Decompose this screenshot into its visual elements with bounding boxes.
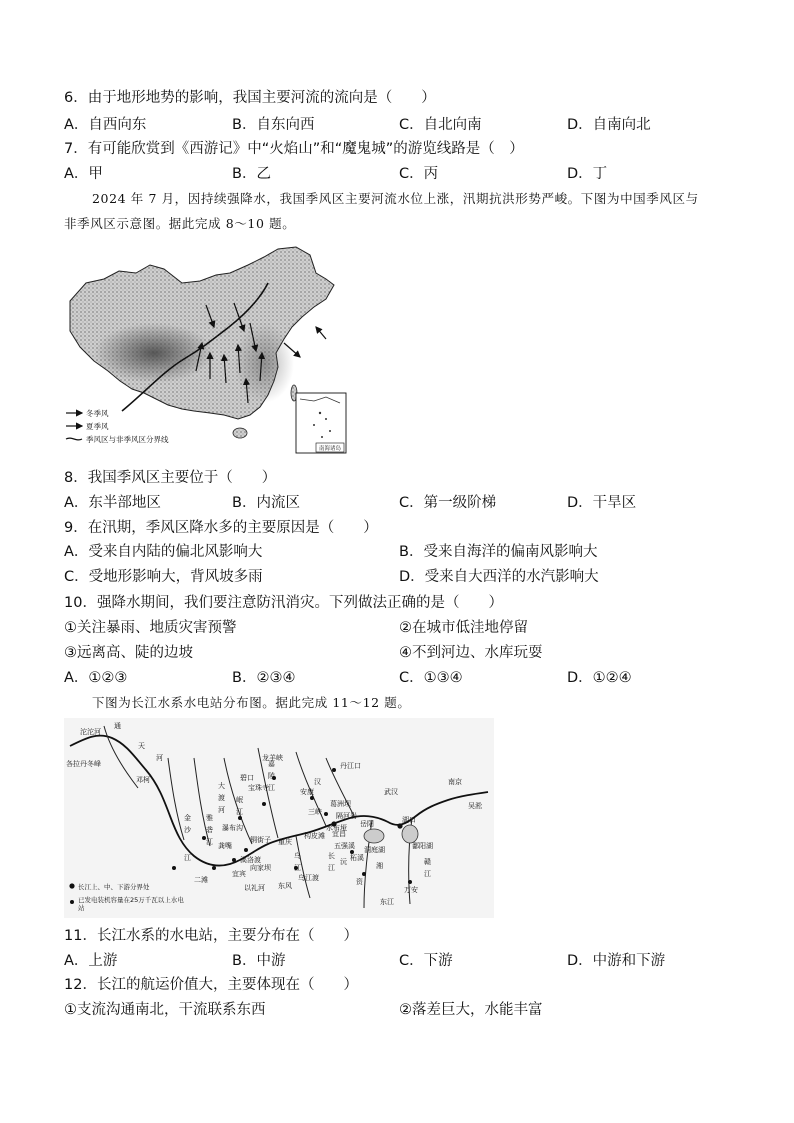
- legend-boundary: 季风区与非季风区分界线: [86, 435, 169, 444]
- svg-text:瀑布沟: 瀑布沟: [222, 824, 243, 832]
- label-dengke: 邓柯: [136, 776, 150, 784]
- svg-text:汉: 汉: [314, 778, 321, 786]
- label-nanjing: 南京: [448, 778, 462, 786]
- svg-text:陵: 陵: [268, 772, 275, 780]
- svg-text:东江: 东江: [380, 898, 394, 906]
- map1-legend: [66, 408, 169, 444]
- q8-option-b[interactable]: B．内流区: [232, 495, 300, 511]
- q12-item-2: ②落差巨大，水能丰富: [399, 1002, 543, 1018]
- svg-text:湘: 湘: [376, 862, 383, 870]
- svg-text:通: 通: [114, 722, 121, 730]
- label-geladandong: 各拉丹冬峰: [66, 760, 101, 768]
- legend-winter-monsoon: 冬季风: [86, 409, 109, 418]
- svg-text:沙: 沙: [184, 826, 191, 834]
- svg-text:江: 江: [328, 864, 335, 872]
- dongting-lake: [364, 829, 384, 843]
- q8-option-a[interactable]: A．东半部地区: [64, 495, 161, 511]
- intro-8-10-line2: 非季风区示意图。据此完成 8～10 题。: [64, 216, 296, 231]
- svg-text:向家坝: 向家坝: [250, 864, 271, 872]
- svg-text:乌江渡: 乌江渡: [298, 874, 319, 882]
- label-wan-an: 万安: [404, 886, 418, 894]
- svg-text:金: 金: [184, 814, 191, 822]
- svg-text:五强溪: 五强溪: [334, 842, 355, 850]
- q10-item-1: ①关注暴雨、地质灾害预警: [64, 620, 237, 636]
- legend-boundary-point: 长江上、中、下游分界处: [78, 883, 150, 891]
- q11-option-b[interactable]: B．中游: [232, 953, 286, 969]
- q11-option-d[interactable]: D．中游和下游: [567, 953, 666, 969]
- q7-option-a[interactable]: A．甲: [64, 166, 103, 182]
- q10-option-b[interactable]: B．②③④: [232, 670, 296, 686]
- svg-text:江: 江: [268, 784, 275, 792]
- label-yueyang: 岳阳: [360, 820, 374, 828]
- svg-text:河: 河: [218, 806, 225, 814]
- hainan-island: [233, 428, 247, 438]
- svg-text:溪洛渡: 溪洛渡: [240, 856, 261, 864]
- svg-text:隔河岩: 隔河岩: [336, 812, 357, 820]
- svg-text:葛洲坝: 葛洲坝: [330, 800, 351, 808]
- q6-option-a[interactable]: A．自西向东: [64, 117, 147, 133]
- svg-text:赣: 赣: [424, 858, 431, 866]
- q7-option-b[interactable]: B．乙: [232, 166, 271, 182]
- svg-text:东风: 东风: [278, 882, 292, 890]
- yangtze-hydropower-map: [64, 718, 494, 918]
- q10-item-4: ④不到河边、水库玩耍: [399, 645, 543, 661]
- label-chongqing: 重庆: [278, 838, 292, 846]
- q8-option-d[interactable]: D．干旱区: [567, 495, 637, 511]
- q6-option-c[interactable]: C．自北向南: [399, 117, 482, 133]
- label-wusong: 吴淞: [468, 802, 482, 810]
- q6-option-d[interactable]: D．自南向北: [567, 117, 651, 133]
- svg-text:水布垭: 水布垭: [326, 824, 347, 832]
- question-6-stem: 6．由于地形地势的影响，我国主要河流的流向是（ ）: [64, 90, 436, 106]
- svg-text:江: 江: [184, 854, 191, 862]
- svg-text:江: 江: [206, 838, 213, 846]
- svg-text:龙羊峡: 龙羊峡: [262, 754, 283, 762]
- question-8-stem: 8．我国季风区主要位于（ ）: [64, 470, 277, 486]
- label-hukou: 湖口: [402, 816, 416, 824]
- south-china-sea-inset: [296, 393, 346, 453]
- svg-text:渡: 渡: [218, 794, 225, 802]
- legend-summer-monsoon: 夏季风: [86, 422, 109, 431]
- q9-option-d[interactable]: D．受来自大西洋的水汽影响大: [399, 569, 599, 585]
- q7-option-c[interactable]: C．丙: [399, 166, 439, 182]
- q9-option-c[interactable]: C．受地形影响大，背风坡多雨: [64, 569, 263, 585]
- svg-text:二滩: 二滩: [194, 876, 208, 884]
- q11-option-c[interactable]: C．下游: [399, 953, 453, 969]
- q7-option-d[interactable]: D．丁: [567, 166, 608, 182]
- q6-option-b[interactable]: B．自东向西: [232, 117, 315, 133]
- q9-option-a[interactable]: A．受来自内陆的偏北风影响大: [64, 544, 263, 560]
- intro-11-12: 下图为长江水系水电站分布图。据此完成 11～12 题。: [92, 695, 411, 710]
- q10-item-2: ②在城市低洼地停留: [399, 620, 528, 636]
- svg-text:铜街子: 铜街子: [250, 836, 271, 844]
- poyang-lake: [402, 825, 418, 843]
- intro-8-10-line1: 2024 年 7 月，因持续强降水，我国季风区主要河流水位上涨，汛期抗洪形势严峻。下图为中国季风区与: [92, 191, 699, 206]
- svg-text:龚嘴: 龚嘴: [218, 842, 232, 850]
- svg-text:以礼河: 以礼河: [244, 884, 265, 892]
- label-wuhan: 武汉: [384, 788, 398, 796]
- q10-item-3: ③远离高、陡的边坡: [64, 645, 193, 661]
- q10-option-d[interactable]: D．①②④: [567, 670, 632, 686]
- china-monsoon-map: [64, 243, 350, 455]
- svg-text:江: 江: [424, 870, 431, 878]
- svg-text:天: 天: [138, 742, 145, 750]
- svg-text:雅: 雅: [206, 814, 213, 822]
- question-12-stem: 12．长江的航运价值大，主要体现在（ ）: [64, 977, 358, 993]
- label-dongting-lake: 洞庭湖: [364, 846, 385, 854]
- svg-text:沅: 沅: [340, 858, 347, 866]
- question-9-stem: 9．在汛期，季风区降水多的主要原因是（ ）: [64, 520, 378, 536]
- q12-item-1: ①支流沟通南北，干流联系东西: [64, 1002, 266, 1018]
- svg-text:江: 江: [236, 808, 243, 816]
- legend-hydropower-station: 已发电装机容量在25万千瓦以上水电站: [78, 896, 184, 912]
- label-danjiangkou: 丹江口: [340, 762, 361, 770]
- svg-text:砻: 砻: [206, 826, 213, 834]
- question-7-stem: 7．有可能欣赏到《西游记》中“火焰山”和“魔鬼城”的游览线路是（ ）: [64, 141, 524, 157]
- svg-text:江: 江: [294, 864, 301, 872]
- svg-text:柘溪: 柘溪: [350, 854, 364, 862]
- svg-text:安康: 安康: [300, 788, 314, 796]
- inset-label: 南海诸岛: [319, 446, 342, 452]
- label-yibin: 宜宾: [232, 870, 246, 878]
- q9-option-b[interactable]: B．受来自海洋的偏南风影响大: [399, 544, 598, 560]
- label-yichang: 宜昌: [332, 830, 346, 838]
- label-poyang-lake: 鄱阳湖: [412, 842, 433, 850]
- q8-option-c[interactable]: C．第一级阶梯: [399, 495, 497, 511]
- question-10-stem: 10．强降水期间，我们要注意防汛消灾。下列做法正确的是（ ）: [64, 595, 503, 611]
- q11-option-a[interactable]: A．上游: [64, 953, 118, 969]
- question-11-stem: 11．长江水系的水电站，主要分布在（ ）: [64, 928, 358, 944]
- label-three-gorges: 三峡: [308, 808, 322, 816]
- q10-option-a[interactable]: A．①②③: [64, 670, 128, 686]
- label-tuotuo-river: 沱沱河: [80, 728, 101, 736]
- svg-text:碧口: 碧口: [240, 774, 254, 782]
- q10-option-c[interactable]: C．①③④: [399, 670, 463, 686]
- svg-text:构皮滩: 构皮滩: [304, 832, 325, 840]
- svg-text:资: 资: [356, 878, 363, 886]
- svg-text:长: 长: [328, 852, 335, 860]
- svg-text:河: 河: [156, 754, 163, 762]
- svg-text:嘉: 嘉: [268, 760, 275, 768]
- svg-text:乌: 乌: [294, 852, 301, 860]
- svg-text:岷: 岷: [236, 796, 243, 804]
- svg-text:宝珠寺: 宝珠寺: [248, 784, 269, 792]
- svg-text:大: 大: [218, 782, 225, 790]
